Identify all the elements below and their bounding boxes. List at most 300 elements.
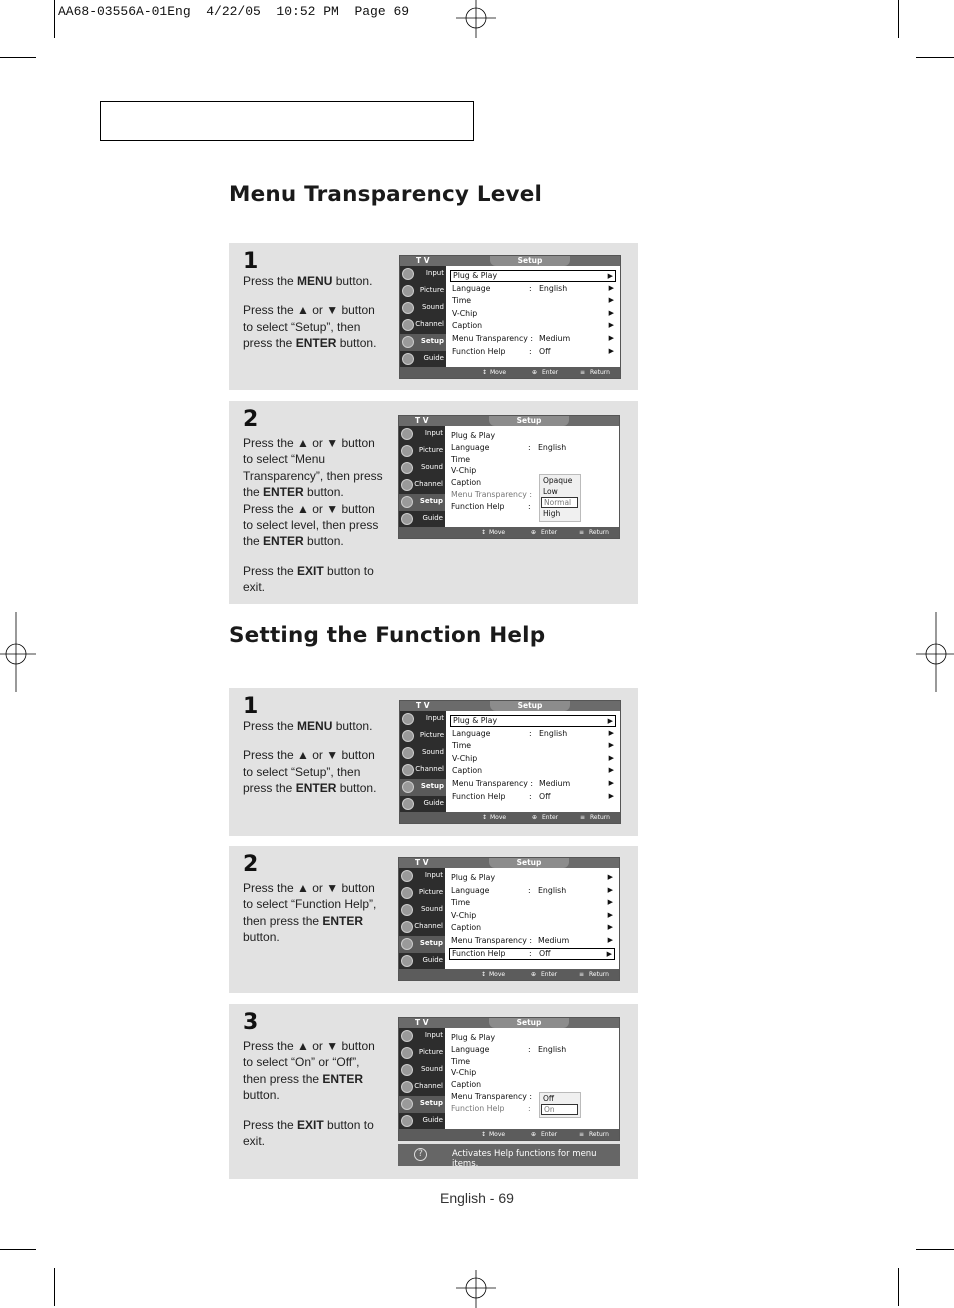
side-menu-item <box>400 711 446 728</box>
tv-side-menu <box>399 1028 445 1129</box>
side-menu-item <box>399 477 445 494</box>
menu-row-value: English <box>538 1044 567 1054</box>
submenu-arrow-icon: ▶ <box>608 766 614 775</box>
side-item-label: Guide <box>422 956 443 964</box>
menu-row <box>450 715 616 727</box>
instruction-line <box>243 1038 385 1104</box>
instruction-text: Press the ▲ or ▼ button to select “Function Help”, then press the <box>243 881 377 928</box>
side-menu-item <box>399 936 445 953</box>
return-hint: Return <box>590 369 610 376</box>
side-item-label: Picture <box>419 731 444 739</box>
side-item-label: Setup <box>419 939 443 947</box>
instruction-line <box>243 718 385 734</box>
enter-icon: ⊕ <box>531 971 537 978</box>
step-number: 2 <box>243 407 259 432</box>
spacer <box>243 289 385 302</box>
menu-row-label: Function Help <box>452 948 506 958</box>
side-menu-item <box>399 953 445 970</box>
menu-row-value: English <box>539 283 568 293</box>
move-icon: ↕ <box>482 814 488 821</box>
enter-hint: Enter <box>541 971 558 978</box>
side-menu-item <box>399 494 445 511</box>
side-item-label: Setup <box>420 337 444 345</box>
submenu-arrow-icon: ▶ <box>608 334 614 342</box>
side-item-icon <box>401 921 413 933</box>
tv-label: T V <box>415 858 429 867</box>
menu-row-value: Medium <box>539 779 571 788</box>
menu-row-value: Off <box>539 791 551 801</box>
option-item: High <box>543 509 561 518</box>
submenu-arrow-icon: ▶ <box>607 923 613 932</box>
enter-hint: Enter <box>542 814 559 821</box>
menu-row <box>450 791 616 802</box>
button-name: ENTER <box>322 1071 364 1086</box>
instruction-text: button. <box>303 534 344 549</box>
step-instructions <box>243 880 385 946</box>
side-item-icon <box>402 747 414 759</box>
menu-row-label: Function Help <box>451 501 505 511</box>
enter-hint: Enter <box>541 529 558 536</box>
menu-row <box>450 270 616 282</box>
side-menu-item <box>399 1113 445 1130</box>
side-item-icon <box>401 1115 413 1127</box>
menu-row <box>450 740 616 751</box>
registration-mark-icon <box>456 1268 496 1308</box>
move-icon: ↕ <box>481 529 487 536</box>
tv-bottom-bar <box>400 812 620 823</box>
side-item-label: Input <box>424 1031 443 1039</box>
submenu-arrow-icon: ▶ <box>607 936 613 944</box>
side-menu-item <box>399 919 445 936</box>
step-number: 1 <box>243 249 259 274</box>
side-menu-item <box>399 511 445 528</box>
button-name: ENTER <box>295 336 337 351</box>
option-item: Normal <box>541 497 578 508</box>
side-menu-item <box>399 460 445 477</box>
side-item-label: Input <box>425 714 444 722</box>
submenu-arrow-icon: ▶ <box>608 741 614 750</box>
chapter-title-box <box>100 101 474 141</box>
option-item: On <box>541 1104 578 1115</box>
menu-row-label: V-Chip <box>452 308 478 318</box>
side-item-label: Picture <box>419 286 444 294</box>
instruction-text: Press the ▲ or ▼ button to select “On” or “Off”, then press the <box>243 1039 375 1086</box>
side-item-icon <box>401 955 413 967</box>
menu-row <box>449 430 615 441</box>
instruction-text: Press the ▲ or ▼ button to select “Menu Transparency”, then press the <box>243 436 383 500</box>
menu-row <box>450 283 616 294</box>
menu-row-colon: : <box>529 728 532 738</box>
instruction-text: Press the ▲ or ▼ button to select “Setup”, then press the <box>243 303 375 351</box>
menu-row <box>449 477 615 488</box>
side-menu-item <box>399 902 445 919</box>
submenu-arrow-icon: ▶ <box>608 779 614 787</box>
side-menu-item <box>400 728 446 745</box>
tv-label: T V <box>416 701 430 710</box>
move-hint: Move <box>490 814 507 821</box>
button-name: EXIT <box>297 563 324 578</box>
submenu-arrow-icon: ▶ <box>607 717 613 725</box>
print-header: AA68-03556A-01Eng 4/22/05 10:52 PM Page 69 <box>58 4 410 19</box>
menu-title: Setup <box>490 701 570 711</box>
menu-row-colon: : <box>528 1044 531 1054</box>
side-item-icon <box>401 887 413 899</box>
menu-row-label: Caption <box>451 478 482 488</box>
menu-row <box>450 320 616 331</box>
menu-row-value: Off <box>539 948 551 958</box>
button-name: ENTER <box>322 913 364 928</box>
menu-row <box>450 728 616 739</box>
enter-icon: ⊕ <box>532 369 538 376</box>
return-icon: ≡ <box>579 529 585 536</box>
menu-title: Setup <box>490 256 570 266</box>
menu-row-label: Function Help <box>451 1103 505 1113</box>
side-item-icon <box>401 445 413 457</box>
side-menu-item <box>399 868 445 885</box>
return-icon: ≡ <box>579 971 585 978</box>
side-item-label: Sound <box>420 463 443 471</box>
side-item-label: Guide <box>422 1116 443 1124</box>
tv-title-bar <box>400 256 620 266</box>
tv-menu-screen <box>398 857 620 981</box>
registration-mark-icon <box>916 612 954 692</box>
tv-menu-screen <box>399 255 621 379</box>
step-number: 1 <box>243 694 259 719</box>
tv-bottom-bar <box>399 1129 619 1140</box>
menu-row-label: Caption <box>451 923 482 933</box>
return-hint: Return <box>589 971 609 978</box>
instruction-line <box>243 747 385 796</box>
instruction-text: button. <box>332 274 373 288</box>
side-item-icon <box>401 938 413 950</box>
tv-side-menu <box>400 266 446 367</box>
menu-row <box>449 922 615 933</box>
return-icon: ≡ <box>579 1131 585 1138</box>
menu-row-label: Plug & Play <box>451 431 496 440</box>
side-menu-item <box>399 426 445 443</box>
instruction-text: button. <box>336 781 377 796</box>
crop-mark <box>54 0 55 38</box>
enter-icon: ⊕ <box>531 529 537 536</box>
menu-row-value: Medium <box>539 334 571 343</box>
instruction-text: button to exit. <box>243 563 374 595</box>
tv-side-menu <box>399 426 445 527</box>
menu-row-label: V-Chip <box>451 466 477 476</box>
side-menu-item <box>400 796 446 813</box>
submenu-arrow-icon: ▶ <box>607 910 613 919</box>
menu-row-label: Language <box>452 283 491 293</box>
option-item: Off <box>543 1094 555 1103</box>
side-item-icon <box>402 285 414 297</box>
side-item-icon <box>402 268 414 280</box>
side-menu-item <box>400 266 446 283</box>
crop-mark <box>54 1268 55 1306</box>
menu-row-label: Caption <box>452 766 483 776</box>
crop-mark <box>916 57 954 58</box>
side-menu-item <box>399 1028 445 1045</box>
tv-menu-screen <box>399 700 621 824</box>
submenu-arrow-icon: ▶ <box>606 949 612 958</box>
help-text: Activates Help functions for menu items. <box>452 1149 597 1169</box>
side-menu-item <box>400 300 446 317</box>
side-item-icon <box>401 428 413 440</box>
spacer <box>243 550 385 563</box>
side-item-label: Picture <box>418 888 443 896</box>
submenu-arrow-icon: ▶ <box>608 308 614 317</box>
menu-row-label: Plug & Play <box>453 271 498 280</box>
side-item-label: Sound <box>421 303 444 311</box>
side-item-label: Channel <box>415 320 444 328</box>
side-item-icon <box>401 870 413 882</box>
menu-row <box>450 753 616 764</box>
menu-row-colon: : <box>528 442 531 452</box>
move-icon: ↕ <box>481 971 487 978</box>
option-item: Opaque <box>543 476 573 485</box>
instruction-text: button. <box>332 719 373 733</box>
button-name: ENTER <box>263 534 304 549</box>
menu-row <box>450 765 616 776</box>
side-item-label: Picture <box>418 1048 443 1056</box>
side-item-label: Input <box>425 269 444 277</box>
function-help-options-popup <box>539 1092 581 1118</box>
instruction-text: Press the <box>243 563 298 578</box>
menu-row-colon: : <box>528 501 531 511</box>
submenu-arrow-icon: ▶ <box>608 283 614 292</box>
submenu-arrow-icon: ▶ <box>608 728 614 737</box>
menu-row-label: Time <box>451 1056 471 1066</box>
instruction-text: button to exit. <box>243 1117 374 1149</box>
menu-row-label: V-Chip <box>451 1068 477 1078</box>
menu-row-label: Language <box>451 1044 490 1054</box>
menu-row-label: Function Help <box>452 346 506 356</box>
instruction-line <box>243 880 385 946</box>
menu-row <box>449 1079 615 1090</box>
menu-row-label: Time <box>452 296 472 306</box>
submenu-arrow-icon: ▶ <box>608 296 614 305</box>
side-menu-item <box>400 334 446 351</box>
menu-title: Setup <box>489 858 569 868</box>
side-item-icon <box>402 302 414 314</box>
side-item-label: Channel <box>415 765 444 773</box>
menu-row <box>449 501 615 512</box>
crop-mark <box>916 1249 954 1250</box>
menu-row-label: Time <box>451 898 471 908</box>
side-item-label: Setup <box>420 782 444 790</box>
menu-row-value: Off <box>539 346 551 356</box>
side-item-label: Setup <box>419 1099 443 1107</box>
submenu-arrow-icon: ▶ <box>607 898 613 907</box>
menu-row-label: Language <box>452 728 491 738</box>
tv-bottom-bar <box>399 969 619 980</box>
menu-row <box>449 910 615 921</box>
spacer <box>243 734 385 747</box>
instruction-line <box>243 563 385 596</box>
menu-row-label: Menu Transparency : <box>452 779 533 788</box>
menu-row <box>449 1032 615 1043</box>
move-hint: Move <box>489 1131 506 1138</box>
tv-label: T V <box>415 1018 429 1027</box>
return-hint: Return <box>590 814 610 821</box>
step-number: 2 <box>243 852 259 877</box>
instruction-line <box>243 435 385 501</box>
enter-hint: Enter <box>541 1131 558 1138</box>
move-icon: ↕ <box>482 369 488 376</box>
crop-mark <box>0 57 36 58</box>
menu-row <box>449 442 615 453</box>
menu-row-label: Plug & Play <box>451 873 496 882</box>
side-item-label: Setup <box>419 497 443 505</box>
menu-row-colon: : <box>528 885 531 895</box>
side-item-icon <box>401 496 413 508</box>
menu-row-colon: : <box>529 283 532 293</box>
side-item-label: Channel <box>414 480 443 488</box>
menu-title: Setup <box>489 1018 569 1028</box>
tv-title-bar <box>399 1018 619 1028</box>
menu-row-label: Menu Transparency : <box>451 490 532 499</box>
side-item-icon <box>402 353 414 365</box>
return-hint: Return <box>589 529 609 536</box>
menu-row <box>449 948 615 960</box>
menu-row-label: Language <box>451 442 490 452</box>
button-name: MENU <box>297 274 333 288</box>
instruction-text: button. <box>243 930 280 945</box>
menu-row <box>449 872 615 883</box>
menu-row <box>449 1056 615 1067</box>
side-item-icon <box>402 713 414 725</box>
menu-row <box>449 885 615 896</box>
crop-mark <box>0 1249 36 1250</box>
menu-row <box>449 935 615 946</box>
menu-row-value: English <box>538 885 567 895</box>
tv-bottom-bar <box>399 527 619 538</box>
step-instructions <box>243 1038 385 1149</box>
submenu-arrow-icon: ▶ <box>607 873 613 881</box>
help-icon: ? <box>414 1148 427 1161</box>
menu-row <box>449 489 615 500</box>
menu-row-value: English <box>539 728 568 738</box>
menu-row-label: Plug & Play <box>453 716 498 725</box>
menu-row-label: Language <box>451 885 490 895</box>
help-bar <box>398 1144 620 1169</box>
instruction-text: Press the <box>243 1117 298 1132</box>
menu-row <box>449 1103 615 1114</box>
side-item-icon <box>401 1081 413 1093</box>
tv-title-bar <box>399 858 619 868</box>
menu-row <box>449 454 615 465</box>
registration-mark-icon <box>456 0 496 40</box>
side-menu-item <box>400 351 446 368</box>
menu-row <box>450 778 616 789</box>
menu-row <box>450 308 616 319</box>
crop-mark <box>898 0 899 38</box>
menu-row <box>450 346 616 357</box>
move-hint: Move <box>489 529 506 536</box>
side-item-icon <box>401 1098 413 1110</box>
tv-side-menu <box>400 711 446 812</box>
submenu-arrow-icon: ▶ <box>608 791 614 800</box>
menu-row-label: V-Chip <box>452 753 478 763</box>
menu-row <box>450 295 616 306</box>
side-item-label: Channel <box>414 1082 443 1090</box>
instruction-text: button. <box>336 336 377 351</box>
side-menu-item <box>400 745 446 762</box>
menu-row-label: Function Help <box>452 791 506 801</box>
registration-mark-icon <box>0 612 36 692</box>
return-icon: ≡ <box>580 369 586 376</box>
side-item-icon <box>402 730 414 742</box>
submenu-arrow-icon: ▶ <box>608 753 614 762</box>
side-item-icon <box>401 1047 413 1059</box>
side-item-label: Picture <box>418 446 443 454</box>
side-menu-item <box>400 779 446 796</box>
instruction-line <box>243 501 385 550</box>
side-item-icon <box>401 1064 413 1076</box>
menu-row <box>449 897 615 908</box>
menu-row <box>449 1067 615 1078</box>
move-hint: Move <box>489 971 506 978</box>
side-item-icon <box>402 336 414 348</box>
instruction-text: Press the ▲ or ▼ button to select “Setup”, then press the <box>243 748 375 796</box>
move-icon: ↕ <box>481 1131 487 1138</box>
instruction-line <box>243 273 385 289</box>
side-item-label: Sound <box>421 748 444 756</box>
step-instructions <box>243 718 385 797</box>
step-number: 3 <box>243 1010 259 1035</box>
page-footer: English - 69 <box>440 1190 514 1206</box>
step-instructions <box>243 435 385 596</box>
instruction-text: Press the <box>243 274 298 288</box>
return-hint: Return <box>589 1131 609 1138</box>
tv-label: T V <box>416 256 430 265</box>
instruction-text: button. <box>303 485 344 500</box>
enter-icon: ⊕ <box>532 814 538 821</box>
instruction-line <box>243 1117 385 1150</box>
menu-row-label: Menu Transparency : <box>452 334 533 343</box>
menu-row-colon: : <box>529 791 532 801</box>
enter-hint: Enter <box>542 369 559 376</box>
return-icon: ≡ <box>580 814 586 821</box>
menu-row <box>449 465 615 476</box>
menu-row <box>449 1044 615 1055</box>
side-item-icon <box>401 479 413 491</box>
submenu-arrow-icon: ▶ <box>608 321 614 330</box>
side-item-label: Input <box>424 871 443 879</box>
menu-row-label: V-Chip <box>451 910 477 920</box>
side-item-label: Sound <box>420 905 443 913</box>
menu-title: Setup <box>489 416 569 426</box>
side-menu-item <box>399 885 445 902</box>
menu-row-label: Menu Transparency : <box>451 1092 532 1101</box>
tv-side-menu <box>399 868 445 969</box>
side-item-label: Guide <box>423 354 444 362</box>
side-item-label: Guide <box>422 514 443 522</box>
menu-row-label: Time <box>451 454 471 464</box>
button-name: MENU <box>297 719 333 733</box>
side-menu-item <box>400 762 446 779</box>
button-name: ENTER <box>263 485 304 500</box>
submenu-arrow-icon: ▶ <box>608 346 614 355</box>
side-item-icon <box>402 764 414 776</box>
side-item-icon <box>401 904 413 916</box>
step-instructions <box>243 273 385 352</box>
menu-row-label: Time <box>452 741 472 751</box>
side-item-label: Input <box>424 429 443 437</box>
instruction-text: Press the <box>243 719 298 733</box>
side-menu-item <box>399 1045 445 1062</box>
side-menu-item <box>399 1062 445 1079</box>
side-menu-item <box>400 317 446 334</box>
tv-bottom-bar <box>400 367 620 378</box>
